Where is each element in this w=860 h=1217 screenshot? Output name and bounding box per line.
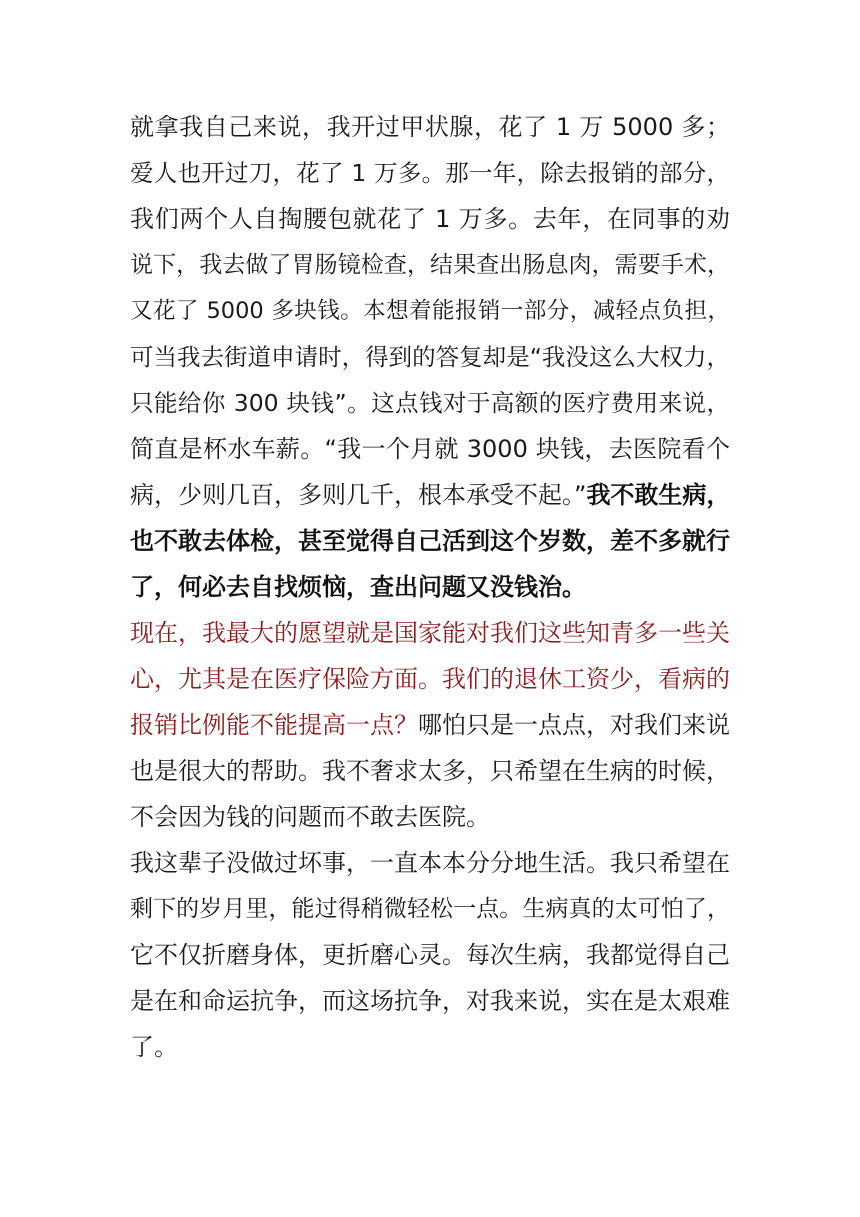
text-segment: 简直是杯水车薪。“我一个月就 3000 块钱，去医院看个	[130, 435, 730, 463]
text-line	[130, 751, 730, 791]
text-line	[130, 199, 730, 239]
text-segment: 我这辈子没做过坏事，一直本本分分地生活。我只希望在	[130, 849, 730, 877]
text-segment: 它不仅折磨身体，更折磨心灵。每次生病，我都觉得自己	[130, 941, 730, 969]
text-line	[130, 659, 730, 699]
text-segment: 又花了 5000 多块钱。本想着能报销一部分，减轻点负担，	[130, 298, 730, 324]
text-segment: 就拿我自己来说，我开过甲状腺，花了 1 万 5000 多；	[130, 113, 730, 141]
red-text-segment: 报销比例能不能提高一点？	[130, 711, 418, 739]
text-line	[130, 429, 730, 469]
text-line	[130, 107, 730, 147]
text-line	[130, 291, 730, 331]
text-line	[130, 797, 730, 837]
text-segment: 剩下的岁月里，能过得稍微轻松一点。生病真的太可怕了，	[130, 896, 730, 922]
text-segment: 是在和命运抗争，而这场抗争，对我来说，实在是太艰难	[130, 987, 730, 1015]
text-line	[130, 337, 730, 377]
text-line	[130, 843, 730, 883]
text-line	[130, 521, 730, 561]
text-segment: 可当我去街道申请时，得到的答复却是“我没这么大权力，	[130, 343, 730, 371]
text-line	[130, 1027, 730, 1067]
text-segment: 哪怕只是一点点，对我们来说	[418, 711, 730, 739]
text-segment: 我们两个人自掏腰包就花了 1 万多。去年，在同事的劝	[130, 205, 730, 233]
text-segment: 爱人也开过刀，花了 1 万多。那一年，除去报销的部分，	[130, 159, 730, 187]
text-segment: 不会因为钱的问题而不敢去医院。	[130, 803, 490, 831]
text-line	[130, 245, 730, 285]
text-line	[130, 613, 730, 653]
red-text-segment: 现在，我最大的愿望就是国家能对我们这些知青多一些关	[130, 619, 730, 647]
bold-text-segment: 了，何必去自找烦恼，查出问题又没钱治。	[130, 573, 586, 601]
text-line	[130, 383, 730, 423]
text-line	[130, 981, 730, 1021]
bold-text-segment: 我不敢生病，	[586, 481, 731, 509]
text-segment: 病，少则几百，多则几千，根本承受不起。”	[130, 481, 587, 509]
text-segment: 只能给你 300 块钱”。这点钱对于高额的医疗费用来说，	[130, 389, 730, 417]
text-line	[130, 889, 730, 929]
text-line	[130, 475, 730, 515]
red-text-segment: 心，尤其是在医疗保险方面。我们的退休工资少，看病的	[130, 665, 730, 693]
text-line	[130, 935, 730, 975]
text-segment: 也是很大的帮助。我不奢求太多，只希望在生病的时候，	[130, 757, 730, 785]
text-line	[130, 567, 730, 607]
text-line	[130, 705, 730, 745]
bold-text-segment: 也不敢去体检，甚至觉得自己活到这个岁数，差不多就行	[130, 527, 730, 555]
text-line	[130, 153, 730, 193]
text-segment: 说下，我去做了胃肠镜检查，结果查出肠息肉，需要手术，	[130, 252, 730, 278]
text-segment: 了。	[130, 1033, 178, 1061]
